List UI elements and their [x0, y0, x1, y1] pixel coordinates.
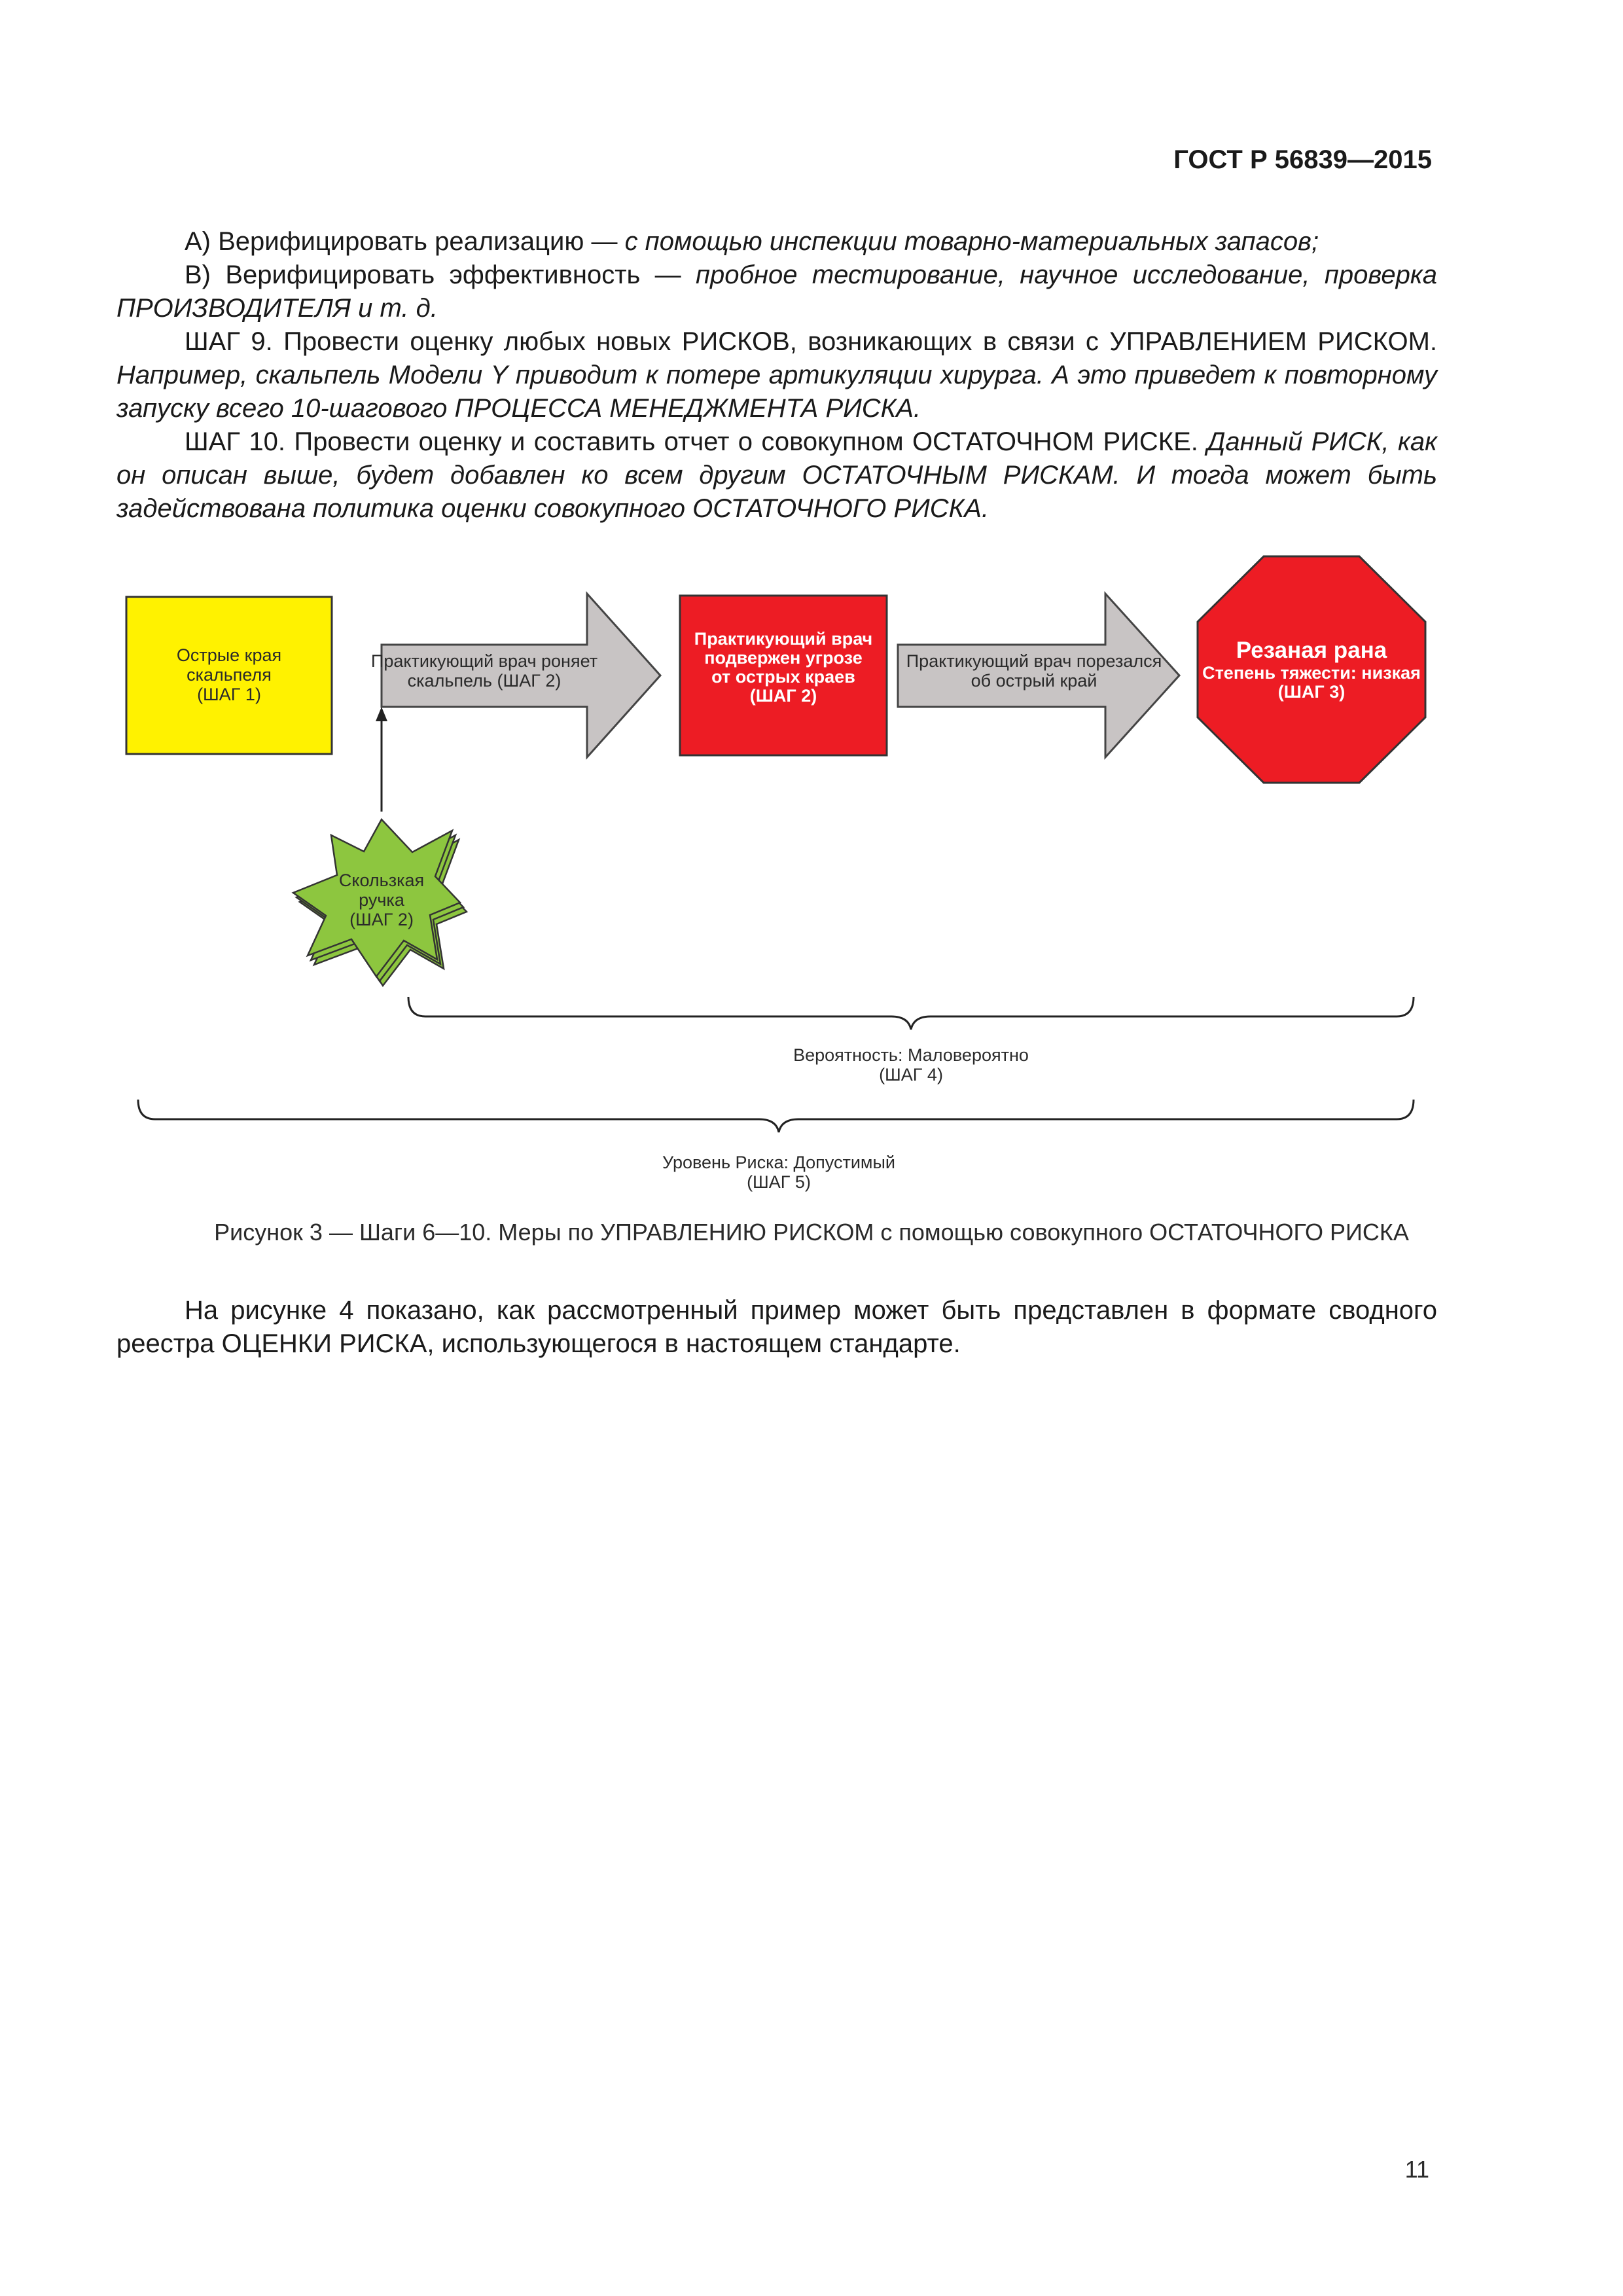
arrow2-label-2: об острый край [971, 671, 1097, 691]
probability-label-2: (ШАГ 4) [879, 1065, 943, 1085]
cause-label-3: (ШАГ 2) [349, 910, 414, 929]
paragraph-italic: пробное тестирование, научное исследование, проверка ПРОИЗВОДИТЕЛЯ и т. д. [116, 260, 1437, 323]
cause-connector-arrowhead [376, 707, 387, 721]
probability-brace [408, 997, 1414, 1030]
arrow2-label-1: Практикующий врач порезался [906, 651, 1162, 671]
cause-label-1: Скользкая [338, 870, 425, 890]
arrow1-label-1: Практикующий врач роняет [370, 651, 598, 671]
situation-label-4: (ШАГ 2) [749, 686, 817, 706]
page-number: 11 [1404, 2156, 1429, 2183]
figure-caption: Рисунок 3 — Шаги 6—10. Меры по УПРАВЛЕНИЮ РИСКОМ с помощью совокупного ОСТАТОЧНОГО РИСКА [214, 1219, 1409, 1246]
situation-label-3: от острых краев [711, 667, 855, 687]
hazard-label-2: скальпеля [187, 665, 272, 685]
paragraph-italic: Данный РИСК, как он описан выше, будет добавлен ко всем другим ОСТАТОЧНЫМ РИСКАМ. И тогда может быть задействована политика оценки совокупного ОСТАТОЧНОГО РИСКА. [116, 427, 1437, 523]
paragraph-plain: В) Верифицировать эффективность — [185, 260, 696, 289]
harm-title: Резаная рана [1236, 637, 1387, 663]
hazard-label-3: (ШАГ 1) [197, 685, 261, 704]
paragraph-italic: с помощью инспекции товарно-материальных запасов; [624, 227, 1319, 256]
situation-label-2: подвержен угрозе [704, 648, 863, 668]
paragraph-plain: ШАГ 10. Провести оценку и составить отчет о совокупном ОСТАТОЧНОМ РИСКЕ. [185, 427, 1207, 456]
paragraph-plain: А) Верифицировать реализацию — [185, 227, 625, 256]
situation-label-1: Практикующий врач [694, 629, 873, 649]
hazard-label-1: Острые края [176, 645, 282, 665]
harm-step: (ШАГ 3) [1277, 682, 1346, 702]
arrow1-label-2: скальпель (ШАГ 2) [407, 671, 562, 691]
risk-level-brace [138, 1100, 1414, 1132]
closing-paragraph: На рисунке 4 показано, как рассмотренный пример может быть представлен в формате сводного реестра ОЦЕНКИ РИСКА, использующегося в настоящем стандарте. [116, 1296, 1437, 1358]
harm-severity: Степень тяжести: низкая [1202, 663, 1421, 683]
paragraph-plain: ШАГ 9. Провести оценку любых новых РИСКОВ, возникающих в связи с УПРАВЛЕНИЕМ РИСКОМ. [185, 327, 1437, 356]
paragraph-italic: Например, скальпель Модели Y приводит к потере артикуляции хирурга. А это приведет к повторному запуску всего 10-шагового ПРОЦЕССА МЕНЕДЖМЕНТА РИСКА. [116, 361, 1437, 423]
document-header: ГОСТ Р 56839—2015 [1173, 145, 1432, 174]
cause-label-2: ручка [359, 890, 404, 910]
risk-level-label-1: Уровень Риска: Допустимый [662, 1153, 895, 1172]
probability-label-1: Вероятность: Маловероятно [793, 1045, 1029, 1065]
risk-level-label-2: (ШАГ 5) [747, 1172, 811, 1192]
